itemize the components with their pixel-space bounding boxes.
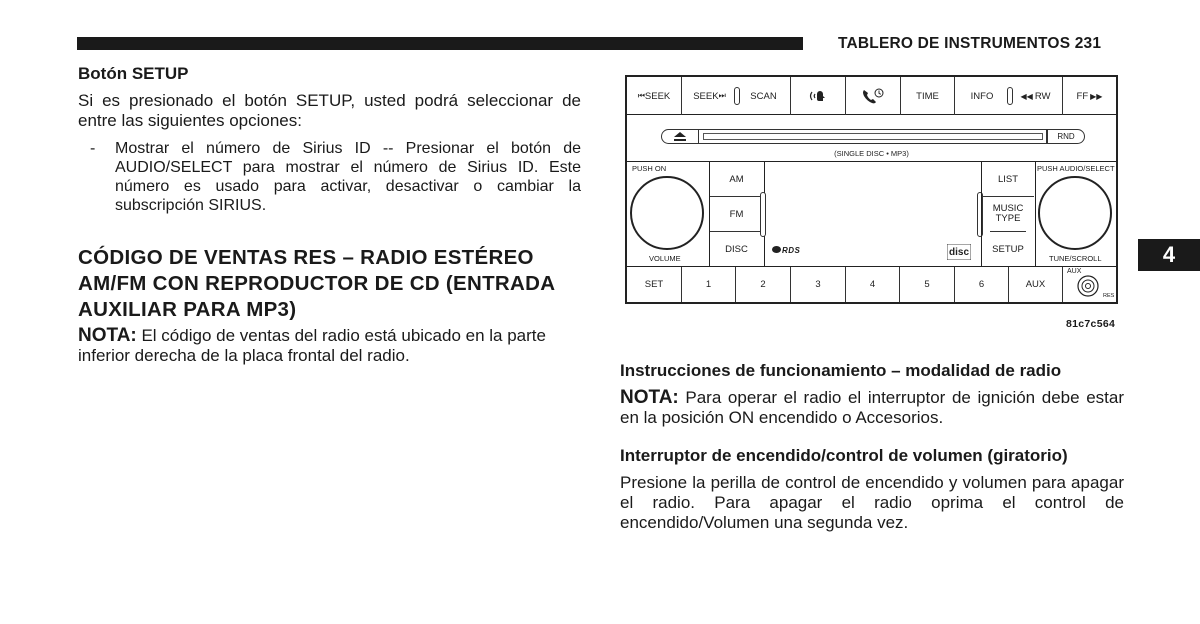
tune-knob [1038,176,1112,250]
disc-button: DISC [725,244,748,255]
preset-4-button: 4 [846,267,900,302]
push-on-label: PUSH ON [632,164,667,173]
volume-heading: Interruptor de encendido/control de volumen (giratorio) [620,446,1068,465]
top-button-row [627,77,1116,115]
middle-section [627,162,1116,267]
operation-heading: Instrucciones de funcionamiento – modalidad de radio [620,361,1062,380]
operation-note-label: NOTA: [620,387,679,408]
compact-disc-logo-icon [947,244,971,260]
list-button: LIST [982,162,1034,197]
preset-6-button: 6 [955,267,1009,302]
seek-forward-button: SEEK ⏭ [693,90,726,102]
header-rule [77,37,803,50]
bottom-button-row [627,267,1116,302]
left-column [78,64,581,366]
voice-command-icon [807,88,829,104]
fm-button: FM [710,197,763,232]
setup-heading: Botón SETUP [78,64,189,83]
voice-button [791,77,846,115]
volume-knob [630,176,704,250]
rnd-button: RND [1047,129,1085,144]
music-type-button: MUSIC TYPE [990,197,1026,232]
prev-track-icon: ⏮ [637,91,645,100]
figure-id: 81c7c564 [1066,318,1116,330]
preset-stack-right [981,162,1036,267]
info-button: INFO [970,90,994,102]
preset-3-button: 3 [791,267,846,302]
preset-2-button: 2 [736,267,791,302]
bullet-text: Mostrar el número de Sirius ID -- Presionar el botón de AUDIO/SELECT para mostrar el número de Sirius ID. Este número es usado para activar, desactivar o cambiar la subscripción SIRIUS. [115,140,581,214]
operation-note-text: Para operar el radio el interruptor de ignición debe estar en la posición ON encendido o Accesorios. [620,388,1124,427]
phone-button [846,77,901,115]
disc-format-label: (SINGLE DISC • MP3) [834,149,909,158]
rewind-icon: ◀◀ [1020,91,1033,101]
preset-stack-left [709,162,765,267]
time-button: TIME [901,77,955,115]
cd-slot [699,129,1047,144]
setup-button: SETUP [992,244,1024,255]
push-audio-label: PUSH AUDIO/SELECT [1037,164,1115,173]
preset-5-button: 5 [900,267,955,302]
set-button: SET [627,267,682,302]
note-paragraph [78,326,581,366]
right-column [620,360,1124,533]
eject-button [661,129,699,144]
rds-logo: RDS [772,246,800,255]
preset-1-button: 1 [682,267,736,302]
cd-slot-area [627,115,1116,162]
next-track-icon: ⏭ [718,91,726,100]
aux-button: AUX [1009,267,1063,302]
aux-jack-label: AUX [1067,268,1082,275]
display-window [767,162,977,267]
pill-left [760,192,766,237]
note-text: El código de ventas del radio está ubicado en la parte inferior derecha de la placa frontal del radio. [78,326,546,365]
bullet-dash: - [90,140,96,157]
rewind-button: ◀◀ RW [1009,77,1063,115]
fast-forward-button: FF ▶▶ [1076,90,1103,102]
setup-intro: Si es presionado el botón SETUP, usted podrá seleccionar de entre las siguientes opciones: [78,91,581,130]
section-heading: CÓDIGO DE VENTAS RES – RADIO ESTÉREO AM/FM CON REPRODUCTOR DE CD (ENTRADA AUXILIAR PARA MP3) [78,246,555,321]
operation-note [620,388,1124,428]
svg-text:disc: disc [949,247,970,258]
aux-jack-icon [1074,274,1102,298]
radio-figure [625,75,1118,304]
volume-label: VOLUME [649,254,681,263]
seek-back-button: ⏮ SEEK [627,77,682,115]
phone-icon [860,87,886,105]
eject-icon [674,132,686,141]
chapter-tab: 4 [1138,239,1200,271]
running-header: TABLERO DE INSTRUMENTOS 231 [838,35,1102,52]
res-label: RES [1103,293,1115,299]
tune-label: TUNE/SCROLL [1049,254,1102,263]
am-button: AM [710,162,763,197]
fast-forward-icon: ▶▶ [1090,91,1103,101]
volume-paragraph: Presione la perilla de control de encendido y volumen para apagar el radio. Para apagar el radio oprima el control de encendido/Volumen una segunda vez. [620,473,1124,532]
note-label: NOTA: [78,325,137,346]
scan-button: SCAN [737,77,791,115]
bullet-item [78,139,581,215]
